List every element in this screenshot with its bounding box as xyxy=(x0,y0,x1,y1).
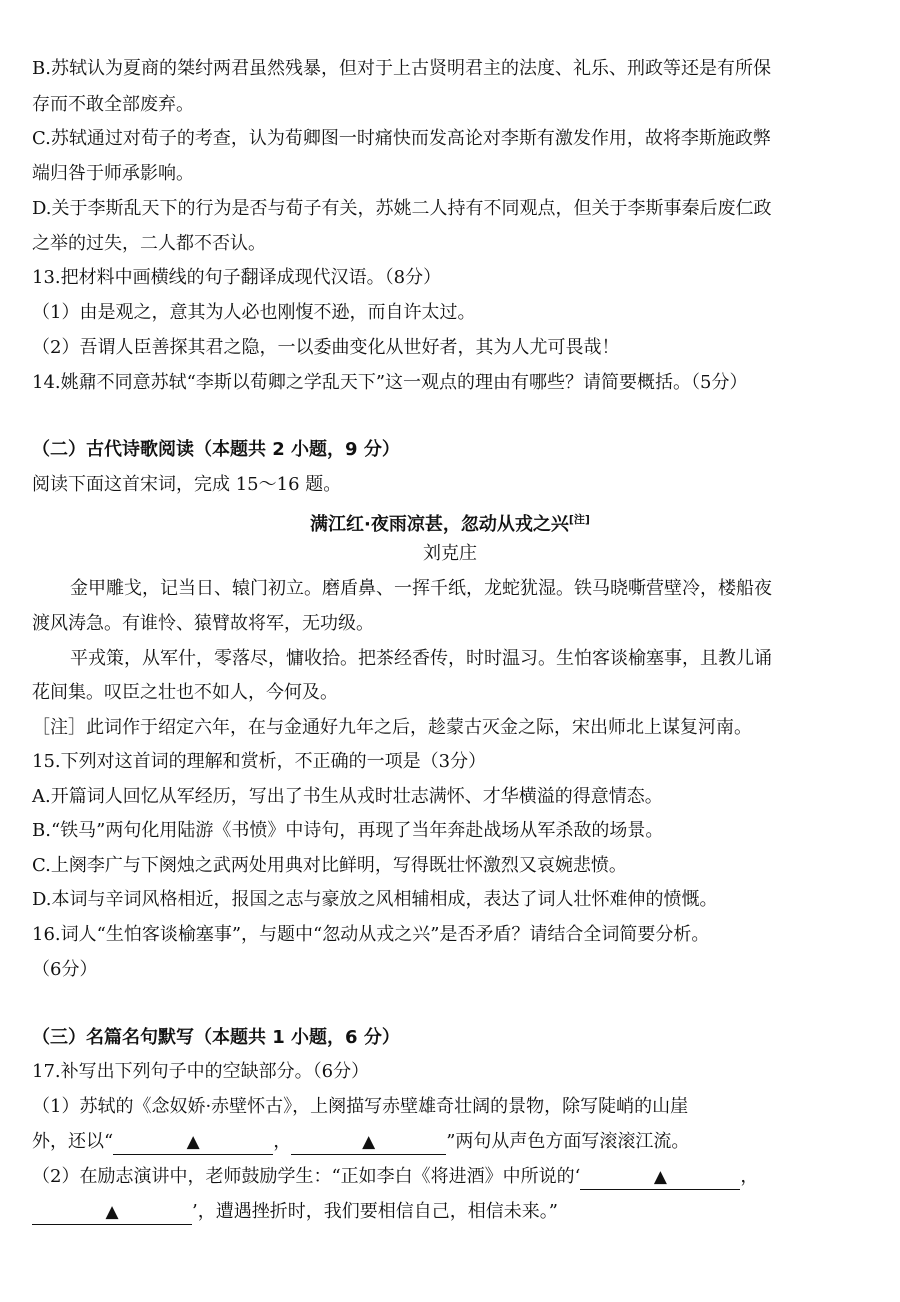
q17-part1-line2 xyxy=(32,1129,872,1155)
poem-line-1: 金甲雕戈，记当日、辕门初立。磨盾鼻、一挥千纸，龙蛇犹湿。铁马晓嘶营壁冷，楼船夜 xyxy=(70,578,772,599)
section3-heading: （三）名篇名句默写（本题共 1 小题，6 分） xyxy=(32,1027,400,1048)
q17-part2-prefix: （2）在励志演讲中，老师鼓励学生：“正如李白《将进酒》中所说的‘ xyxy=(32,1166,581,1187)
poem-line-2: 渡风涛急。有谁怜、猿臂故将军，无功级。 xyxy=(32,613,374,634)
poem-note-mark: [注] xyxy=(568,513,590,526)
q14-stem: 14.姚鼐不同意苏轼“李斯以荀卿之学乱天下”这一观点的理由有哪些？请简要概括。（5分） xyxy=(32,372,748,393)
blank-marker: ▲ xyxy=(653,1167,667,1187)
q15-stem: 15.下列对这首词的理解和赏析，不正确的一项是（3分） xyxy=(32,751,487,772)
q17-part1-line1: （1）苏轼的《念奴娇·赤壁怀古》，上阕描写赤壁雄奇壮阔的景物，除写陡峭的山崖 xyxy=(32,1096,689,1117)
q12-option-c-line2: 端归咎于师承影响。 xyxy=(32,163,194,184)
poem-line-4: 花间集。叹臣之壮也不如人，今何及。 xyxy=(32,682,338,703)
fill-blank-3[interactable] xyxy=(580,1167,740,1190)
section2-heading: （二）古代诗歌阅读（本题共 2 小题，9 分） xyxy=(32,439,400,460)
q15-option-c: C.上阕李广与下阕烛之武两处用典对比鲜明，写得既壮怀激烈又哀婉悲愤。 xyxy=(32,855,627,876)
q12-option-b-line2: 存而不敢全部废弃。 xyxy=(32,94,194,115)
blank-marker: ▲ xyxy=(362,1132,376,1152)
q12-option-d-line2: 之举的过失，二人都不否认。 xyxy=(32,233,266,254)
fill-blank-2[interactable] xyxy=(291,1132,446,1155)
poem-note: ［注］此词作于绍定六年，在与金通好九年之后，趁蒙古灭金之际，宋出师北上谋复河南。 xyxy=(32,717,752,738)
q17-part2-line2 xyxy=(32,1199,872,1225)
poem-title-text: 满江红·夜雨凉甚，忽动从戎之兴 xyxy=(310,514,569,535)
poem-author: 刘克庄 xyxy=(423,543,477,564)
q12-option-d-line1: D.关于李斯乱天下的行为是否与荀子有关，苏姚二人持有不同观点，但关于李斯事秦后废仁政 xyxy=(32,198,772,219)
q16-stem-line2: （6分） xyxy=(32,959,98,980)
q12-option-c-line1: C.苏轼通过对荀子的考查，认为荀卿图一时痛快而发高论对李斯有激发作用，故将李斯施政弊 xyxy=(32,128,771,149)
q12-option-b-line1: B.苏轼认为夏商的桀纣两君虽然残暴，但对于上古贤明君主的法度、礼乐、刑政等还是有所保 xyxy=(32,58,771,79)
q17-part1-comma: ， xyxy=(273,1131,292,1152)
q17-part2-suffix: ’，遭遇挫折时，我们要相信自己，相信未来。” xyxy=(192,1201,558,1222)
section2-intro: 阅读下面这首宋词，完成 15～16 题。 xyxy=(32,474,342,495)
fill-blank-4[interactable] xyxy=(32,1202,192,1225)
fill-blank-1[interactable] xyxy=(113,1132,273,1155)
q16-stem-line1: 16.词人“生怕客谈榆塞事”，与题中“忽动从戎之兴”是否矛盾？请结合全词简要分析。 xyxy=(32,924,710,945)
q15-option-b: B.“铁马”两句化用陆游《书愤》中诗句，再现了当年奔赴战场从军杀敌的场景。 xyxy=(32,820,664,841)
blank-marker: ▲ xyxy=(105,1202,119,1222)
q17-part2-line1 xyxy=(32,1164,872,1190)
q15-option-d: D.本词与辛词风格相近，报国之志与豪放之风相辅相成，表达了词人壮怀难伸的愤慨。 xyxy=(32,889,718,910)
q15-option-a: A.开篇词人回忆从军经历，写出了书生从戎时壮志满怀、才华横溢的得意情态。 xyxy=(32,786,663,807)
q13-sentence-2: （2）吾谓人臣善探其君之隐，一以委曲变化从世好者，其为人尤可畏哉！ xyxy=(32,337,620,358)
q17-part2-comma: ， xyxy=(740,1166,759,1187)
poem-line-3: 平戎策，从军什，零落尽，慵收拾。把茶经香传，时时温习。生怕客谈榆塞事，且教儿诵 xyxy=(70,648,772,669)
blank-marker: ▲ xyxy=(186,1132,200,1152)
q17-part1-prefix: 外，还以“ xyxy=(32,1131,114,1152)
q17-stem: 17.补写出下列句子中的空缺部分。（6分） xyxy=(32,1061,370,1082)
poem-title xyxy=(0,507,900,538)
q17-part1-suffix: ”两句从声色方面写滚滚江流。 xyxy=(446,1131,690,1152)
q13-sentence-1: （1）由是观之，意其为人必也刚愎不逊，而自许太过。 xyxy=(32,302,476,323)
q13-stem: 13.把材料中画横线的句子翻译成现代汉语。（8分） xyxy=(32,267,442,288)
